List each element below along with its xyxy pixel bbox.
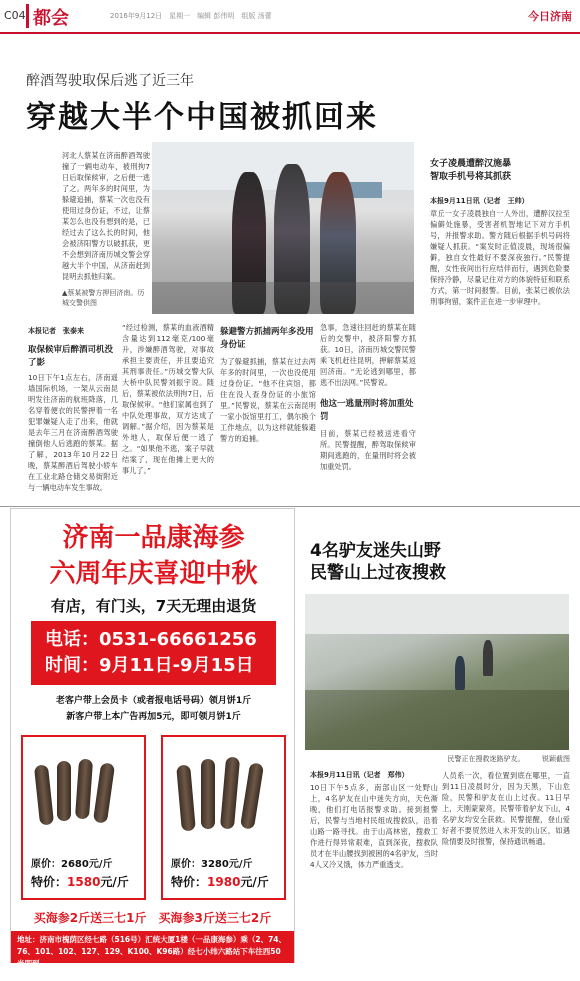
ad-offer: 买海参2斤送三七1斤 买海参3斤送三七2斤: [33, 911, 272, 925]
sea-cucumber-image: [75, 759, 93, 820]
story-subhead-3: 他这一逃量刑时将加重处罚: [320, 399, 414, 422]
section-name: 都会: [26, 4, 82, 28]
story-body-col4: 急事，急速往回赶的蔡某在随后的交警中，被济阳警方抓获。10日，济南历城交警民警乘飞机赶往昆明，押解蔡某返回济南。“无论逃到哪里，都逃不出法网。”民警说。: [320, 323, 416, 387]
photo-caption-2: 民警正在搜救迷路驴友。 锐颖截图: [447, 755, 570, 763]
issue-meta: 2016年9月12日 星期一 编辑 彭伟明 组版 汤蕾: [110, 12, 272, 20]
ad-promo-2: 新客户带上本广告再加5元，即可领月饼1斤: [66, 712, 241, 722]
story-subhead: 取保候审后醉酒司机没了影: [28, 345, 114, 368]
rescue-photo: [305, 594, 569, 750]
newspaper-brand: 今日济南: [528, 10, 572, 23]
rescuer-figure: [483, 640, 493, 676]
story-body-col2: “经过检测，蔡某的血液酒精含量达到112毫克/100毫升，涉嫌醉酒驾驶，对事故承担主要责任，并且要追究其刑事责任。”历城交警大队大桥中队民警刘振宇说。随后，蔡某被依法刑拘7日，后取保候审。“他们家属也到了中队处理事故，双方达成了调解。”据介绍，因为蔡某是外地人，取保后便一逃了之。“如果他不逃，案子早就结案了，现在他摊上更大的事儿了。”: [122, 323, 214, 475]
story3-body-a: 10日下午5点多，南部山区一处野山上，4名驴友在山中迷失方向，天色渐晚，他们打电话报警求助。接到报警后，民警与当地村民组成搜救队，沿着山路一路寻找。由于山高林密，搜救工作进行得异常艰难，直到深夜，搜救队员才在半山腰找到被困的4名驴友，当时4人又冷又饿，体力严重透支。: [310, 783, 438, 869]
page-header: [0, 0, 580, 34]
story-lead: 河北人蔡某在济南醉酒驾驶撞了一辆电动车，被刑拘7日后取保候审，之后便一逃了之。两年多的时间里，为躲避追捕，蔡某一次也没有使用过身份证，不过，让蔡某怎么也没有想到的是，已经过去了这么长的时间，他会被济阳警方以破抓获，更不会想到济南历城交警会穿越大半个中国，从济南赶到昆明去抓他归案。: [62, 151, 150, 281]
story-byline: 本报记者 张泰来: [28, 327, 84, 335]
ad-title: 济南一品康海参: [62, 523, 245, 553]
product-left: [21, 735, 146, 900]
ad-promo-1: 老客户带上会员卡（或者报电话号码）领月饼1斤: [55, 696, 252, 706]
photo-sky: [305, 594, 569, 634]
story2-title: 女子凌晨遭醉汉施暴 智取手机号将其抓获: [430, 159, 512, 182]
advertisement: [10, 508, 295, 968]
sale-price: 特价：1580元/斤: [31, 875, 129, 889]
photo-caption: ▲蔡某被警方押回济南。历城交警供图: [62, 289, 145, 307]
story3-byline: 本报9月11日讯（记者 郑伟）: [310, 771, 409, 779]
page-number: C04: [4, 9, 26, 22]
story3-body-b: 人员系一次，看位置到底在哪里，一直到11日凌晨时分，因为天黑，下山危险，民警和驴友在山上过夜。11日早上，天刚蒙蒙亮，民警带着驴友下山，4名驴友均安全获救。民警提醒，登山爱好者不要贸然进入未开发的山区，如遇险情要及时报警，保持通讯畅通。: [442, 771, 570, 846]
ad-time: 时间：9月11日-9月15日: [45, 655, 254, 676]
original-price: 原价：2680元/斤: [31, 859, 113, 870]
news-photo: [152, 142, 414, 314]
original-price: 原价：3280元/斤: [171, 859, 253, 870]
headline-kicker: 醉酒驾驶取保后逃了近三年: [26, 73, 194, 89]
story-body-col3: 为了躲避抓捕，蔡某在过去两年多的时间里，一次也没使用过身份证。“他不住宾馆，都住在没人查身份证的小旅馆里。”民警说，蔡某在云南昆明一家小饭馆里打工，偶尔换个工作地点，以为这样就能躲避警方的追捕。: [220, 357, 316, 443]
story2-byline: 本报9月11日讯（记者 王帅）: [430, 197, 529, 205]
ad-contact-box: [31, 621, 276, 685]
story2-body: 章丘一女子凌晨独自一人外出，遭醉汉拉至偏僻处施暴，受害者机智地记下对方手机号，并报警求助。警方随后根据手机号码将嫌疑人抓获。“案发时正值凌晨，现场很偏僻，独自女性最好不要深夜独行。”民警提醒，女性夜间出行应结伴而行，遇到危险要保持冷静，尽量记住对方的体貌特征和联系方式，第一时间报警。目前，张某已被依法刑事拘留，案件正在进一步审理中。: [430, 209, 570, 306]
ad-phone: 电话：0531-66661256: [45, 629, 257, 650]
sea-cucumber-image: [34, 764, 54, 825]
photo-floor: [152, 282, 414, 314]
ad-slogan: 有店，有门头，7天无理由退货: [50, 597, 257, 615]
headline-title: 穿越大半个中国被抓回来: [26, 100, 378, 135]
ad-address: 地址：济南市槐荫区经七路（516号）汇统大厦1楼（一品康海参）乘（2、74、76、101、102、127、129、K100、K96路）经七小纬六路站下车往西50米即到。: [11, 931, 294, 963]
story3-title: 4名驴友迷失山野 民警山上过夜搜救: [310, 541, 446, 583]
story-subhead-2: 躲避警方抓捕两年多没用身份证: [220, 327, 314, 350]
product-right: [161, 735, 286, 900]
sea-cucumber-image: [57, 761, 71, 821]
sea-cucumber-image: [176, 765, 196, 832]
photo-vegetation: [305, 690, 569, 750]
sea-cucumber-image: [220, 757, 240, 830]
sea-cucumber-image: [93, 762, 115, 823]
story-body-col5: 目前，蔡某已经被送进看守所。民警提醒，醉驾取保候审期间逃跑的，在量刑时将会被加重处罚。: [320, 429, 416, 471]
sea-cucumber-image: [201, 759, 215, 829]
story-body-col1: 10日下午1点左右，济南遥墙国际机场，一架从云南昆明发往济南的航班降落，几名穿着便衣的民警押着一名犯罪嫌疑人走了出来，他就是去年三月在济南醉酒驾驶撞倒他人后逃跑的蔡某。据了解，2013年10月22日晚，蔡某醉酒后驾驶小轿车在工业北路仓储交易街附近与一辆电动车发生事故。: [28, 373, 118, 492]
rescuer-figure: [455, 656, 465, 690]
ad-subtitle: 六周年庆喜迎中秋: [49, 559, 258, 589]
section-divider: [0, 506, 580, 507]
sale-price: 特价：1980元/斤: [171, 875, 269, 889]
sea-cucumber-image: [240, 762, 264, 829]
